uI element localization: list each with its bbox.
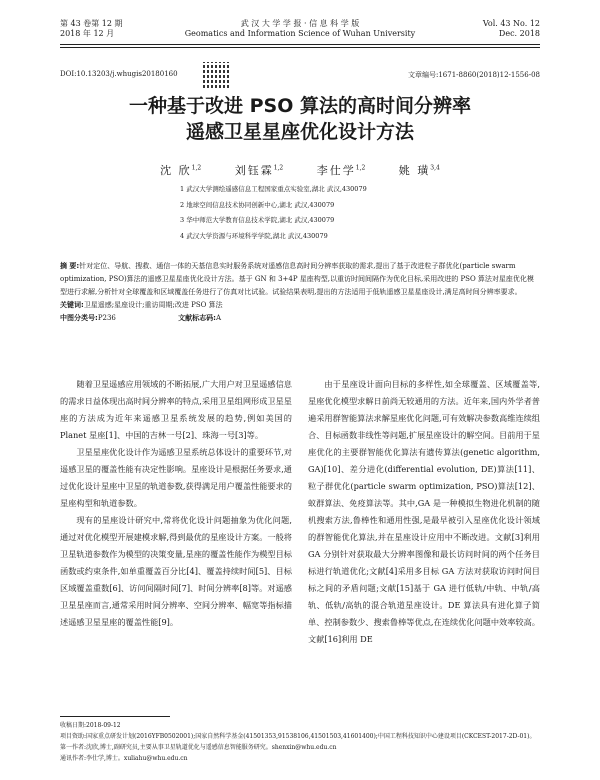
article-number: 文章编号:1671-8860(2018)12-1556-08 <box>408 71 540 79</box>
received-date: 收稿日期:2018-09-12 <box>60 722 121 729</box>
author: 刘钰霖$^{1,2}$ <box>234 164 284 177</box>
publish-date-en: Dec. 2018 <box>498 29 540 38</box>
journal-name-en: Geomatics and Information Science of Wuhan University <box>184 29 416 38</box>
affiliation: 3 华中师范大学教育信息技术学院,湖北 武汉,430079 <box>180 216 335 224</box>
affiliation: 2 地球空间信息技术协同创新中心,湖北 武汉,430079 <box>180 200 335 209</box>
classification: 中图分类号:P236 文献标志码:A <box>60 314 221 322</box>
title-line-2: 遥感卫星星座优化设计方法 <box>185 121 414 143</box>
affiliation: 1 武汉大学测绘遥感信息工程国家重点实验室,湖北 武汉,430079 <box>180 185 367 193</box>
abstract-block <box>60 260 540 325</box>
body-right-column <box>308 376 540 648</box>
affiliations <box>180 182 367 244</box>
first-author: 第一作者:沈欣,博士,副研究员,主要从事卫星轨道优化与遥感信息智能服务研究。shenxin@whu.edu.cn <box>60 744 337 751</box>
corresponding-author: 通讯作者:李仕学,博士。xuliahu@whu.edu.cn <box>60 755 188 762</box>
doi[interactable]: DOI:10.13203/j.whugis20180160 <box>60 70 178 78</box>
publish-date: 2018 年 12 月 <box>60 29 115 38</box>
qr-code-icon <box>203 62 229 88</box>
footnotes <box>60 720 540 764</box>
funding: 项目资助:国家重点研发计划(2016YFB0502001);国家自然科学基金(41501353,91538106,41501503,41601400);中国工程科技知识中心建设项目(CKCEST-2017-2D-01)。 <box>60 733 536 740</box>
body-left-column <box>60 376 292 631</box>
author: 沈 欣$^{1,2}$ <box>160 164 202 177</box>
journal-name-cn: 武 汉 大 学 学 报 · 信 息 科 学 版 <box>240 19 360 28</box>
header-rule-thin <box>60 47 540 48</box>
paragraph: 现有的星座设计研究中,常将优化设计问题抽象为优化问题,通过对优化模型开展建模求解,得到最优的星座设计方案。一般将卫星轨道参数作为模型的决策变量,星座的覆盖性能作为模型目标函数或约束条件,如单重覆盖百分比[4]、覆盖持续时间[5]、目标区域覆盖重数[6]、访问间隔时间[7]、时间分辨率[8]等。对遥感卫星星座而言,通常采用时间分辨率、空间分辨率、幅宽等指标描述遥感卫星星座的覆盖性能[9]。 <box>60 515 292 627</box>
header-rule <box>60 44 540 45</box>
journal-volume-en <box>483 19 540 39</box>
paragraph: 卫星星座优化设计作为遥感卫星系统总体设计的重要环节,对遥感卫星的覆盖性能有决定性影响。星座设计是根据任务要求,通过优化设计星座中卫星的轨道参数,获得满足用户覆盖性能要求的星座构型和轨道参数。 <box>60 447 292 508</box>
abstract: 摘 要:针对定位、导航、搜救、通信一体的天基信息实时服务系统对遥感信息高时间分辨率获取的需求,提出了基于改进粒子群优化(particle swarm optimization, PSO)算法的遥感卫星星座优化设计方法。基于 GN 和 3+4P 星座构型,以重访时间间隔作为优化目标,采用改进的 PSO 算法对星座优化模型进行求解,分析针对全球覆盖和区域覆盖任务进行了仿真对比试验。试验结果表明,提出的方法适用于低轨遥感卫星星座设计,满足高时间分辨率要求。 <box>60 262 534 296</box>
paragraph: 随着卫星遥感应用领域的不断拓展,广大用户对卫星遥感信息的需求日益体现出高时间分辨率的特点,采用卫星组网形成卫星星座的方法成为近年来遥感卫星系统发展的趋势,例如美国的 Planet 星座[1]、中国的吉林一号[2]、珠海一号[3]等。 <box>60 379 292 440</box>
volume-issue-en: Vol. 43 No. 12 <box>482 19 540 28</box>
author: 姚 璜$^{3,4}$ <box>398 164 440 177</box>
affiliation: 4 武汉大学资源与环境科学学院,湖北 武汉,430079 <box>180 231 328 240</box>
author: 李仕学$^{1,2}$ <box>316 164 366 177</box>
author-list <box>60 162 540 178</box>
paper-title <box>60 93 540 145</box>
paragraph: 由于星座设计面向目标的多样性,如全球覆盖、区域覆盖等,星座优化模型求解日前尚无较通用的方法。近年来,国内外学者普遍采用群智能算法求解星座优化问题,可有效解决参数高维连续组合、目标函数非线性等问题,扩展星座设计的解空间。目前用于星座优化的主要群智能优化算法有遗传算法(genetic algorithm, GA)[10]、差分进化(differential evolution, DE)算法[11]、粒子群优化(particle swarm optimization, PSO)算法[12]、蚁群算法、免疫算法等。其中,GA 是一种模拟生物进化机制的随机搜索方法,鲁棒性和通用性强,是最早被引入星座优化设计领域的群智能优化算法,并在星座设计应用中不断改进。文献[3]利用 GA 分别针对获取最大分辨率图像和最长访问时间的两个任务目标进行轨道优化;文献[4]采用多目标 GA 方法对获取访问时间目标之间的矛盾问题;文献[15]基于 GA 进行低轨/中轨、中轨/高轨、低轨/高轨的混合轨道星座设计。DE 算法具有进化算子简单、控制参数少、搜索鲁棒等优点,在连续优化问题中效率较高。文献[16]利用 DE <box>308 379 540 644</box>
footnote-rule <box>60 716 170 717</box>
keywords: 关键词:卫星遥感;星座设计;重访周期;改进 PSO 算法 <box>60 301 223 309</box>
title-line-1: 一种基于改进 PSO 算法的高时间分辨率 <box>129 95 471 117</box>
volume-issue: 第 43 卷第 12 期 <box>60 19 123 28</box>
